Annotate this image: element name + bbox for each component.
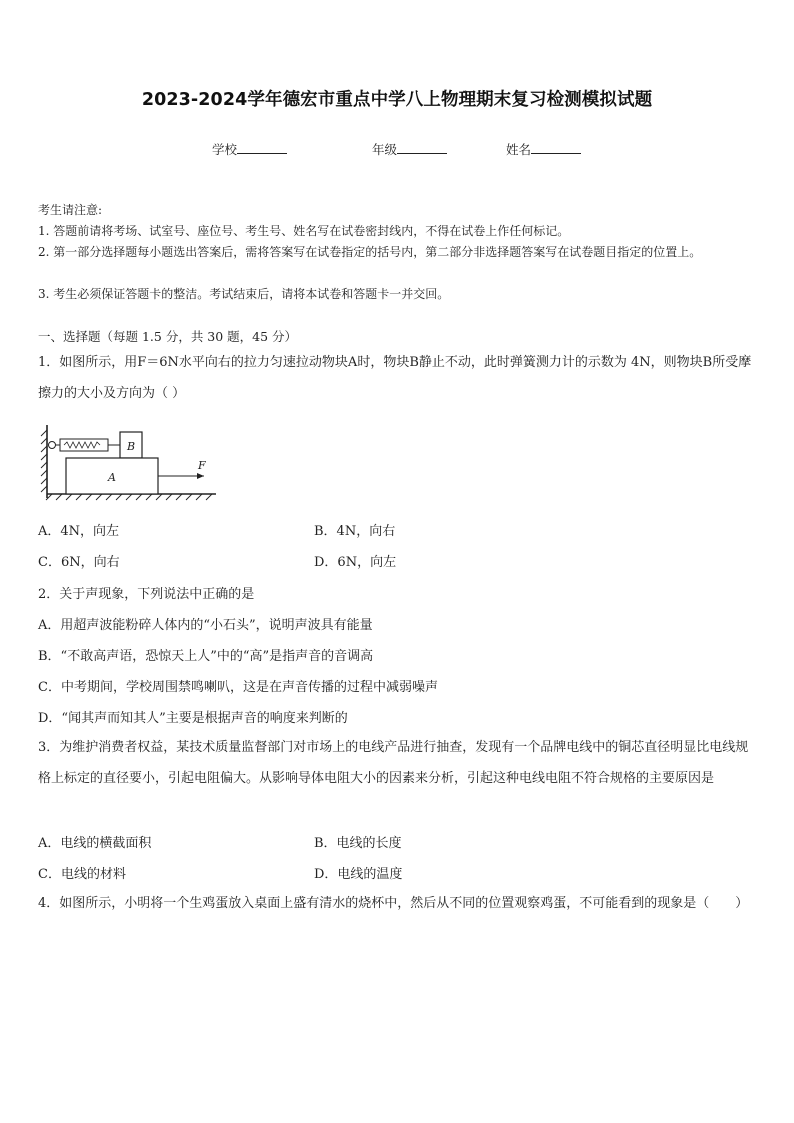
notice-heading: 考生请注意:	[38, 203, 103, 217]
force-label: F	[198, 459, 206, 472]
question-3-stem: 3．为维护消费者权益，某技术质量监督部门对市场上的电线产品进行抽查，发现有一个品牌电线中的铜芯直径明显比电线规格上标定的直径要小，引起电阻偏大。从影响导体电阻大小的因素来分析，引起这种电线电阻不符合规格的主要原因是	[38, 740, 749, 786]
section-title: 一、选择题（每题 1.5 分，共 30 题，45 分）	[38, 329, 298, 344]
q2-option-c[interactable]: C．中考期间，学校周围禁鸣喇叭，这是在声音传播的过程中减弱噪声	[38, 680, 438, 695]
name-blank	[531, 142, 581, 154]
q1-option-c[interactable]: C．6N，向右	[38, 555, 120, 570]
block-a-label: A	[108, 471, 116, 484]
notice-item-2: 2. 第一部分选择题每小题选出答案后，需将答案写在试卷指定的括号内，第二部分非选择题答案写在试卷题目指定的位置上。	[38, 245, 702, 259]
q2-option-b[interactable]: B．“不敢高声语，恐惊天上人”中的“高”是指声音的音调高	[38, 649, 374, 664]
block-b-label: B	[127, 440, 136, 453]
q2-option-d[interactable]: D．“闻其声而知其人”主要是根据声音的响度来判断的	[38, 711, 348, 726]
q3-option-b[interactable]: B．电线的长度	[314, 836, 402, 851]
grade-field	[372, 140, 447, 158]
name-label: 姓名	[506, 142, 532, 157]
question-2-stem: 2．关于声现象，下列说法中正确的是	[38, 587, 255, 602]
q3-option-a[interactable]: A．电线的横截面积	[38, 836, 152, 851]
notice-item-1: 1. 答题前请将考场、试室号、座位号、考生号、姓名写在试卷密封线内，不得在试卷上作任何标记。	[38, 224, 570, 238]
q1-option-a[interactable]: A．4N，向左	[38, 524, 120, 539]
grade-blank	[397, 142, 447, 154]
exam-title: 2023-2024学年德宏市重点中学八上物理期末复习检测模拟试题	[141, 90, 653, 110]
grade-label: 年级	[372, 142, 398, 157]
notice-item-3: 3. 考生必须保证答题卡的整洁。考试结束后，请将本试卷和答题卡一并交回。	[38, 287, 450, 301]
q3-option-c[interactable]: C．电线的材料	[38, 867, 126, 882]
q1-option-b[interactable]: B．4N，向右	[314, 524, 396, 539]
question-1-figure	[38, 420, 218, 504]
school-blank	[237, 142, 287, 154]
q1-option-d[interactable]: D．6N，向左	[314, 555, 397, 570]
question-4-stem: 4．如图所示，小明将一个生鸡蛋放入桌面上盛有清水的烧杯中，然后从不同的位置观察鸡蛋，不可能看到的现象是（ ）	[38, 896, 749, 911]
q3-option-d[interactable]: D．电线的温度	[314, 867, 403, 882]
question-1-stem: 1．如图所示，用F＝6N水平向右的拉力匀速拉动物块A时，物块B静止不动，此时弹簧测力计的示数为 4N，则物块B所受摩擦力的大小及方向为（ ）	[38, 355, 752, 401]
q2-option-a[interactable]: A．用超声波能粉碎人体内的“小石头”，说明声波具有能量	[38, 618, 373, 633]
school-label: 学校	[212, 142, 238, 157]
school-field	[212, 140, 287, 158]
name-field	[506, 140, 581, 158]
